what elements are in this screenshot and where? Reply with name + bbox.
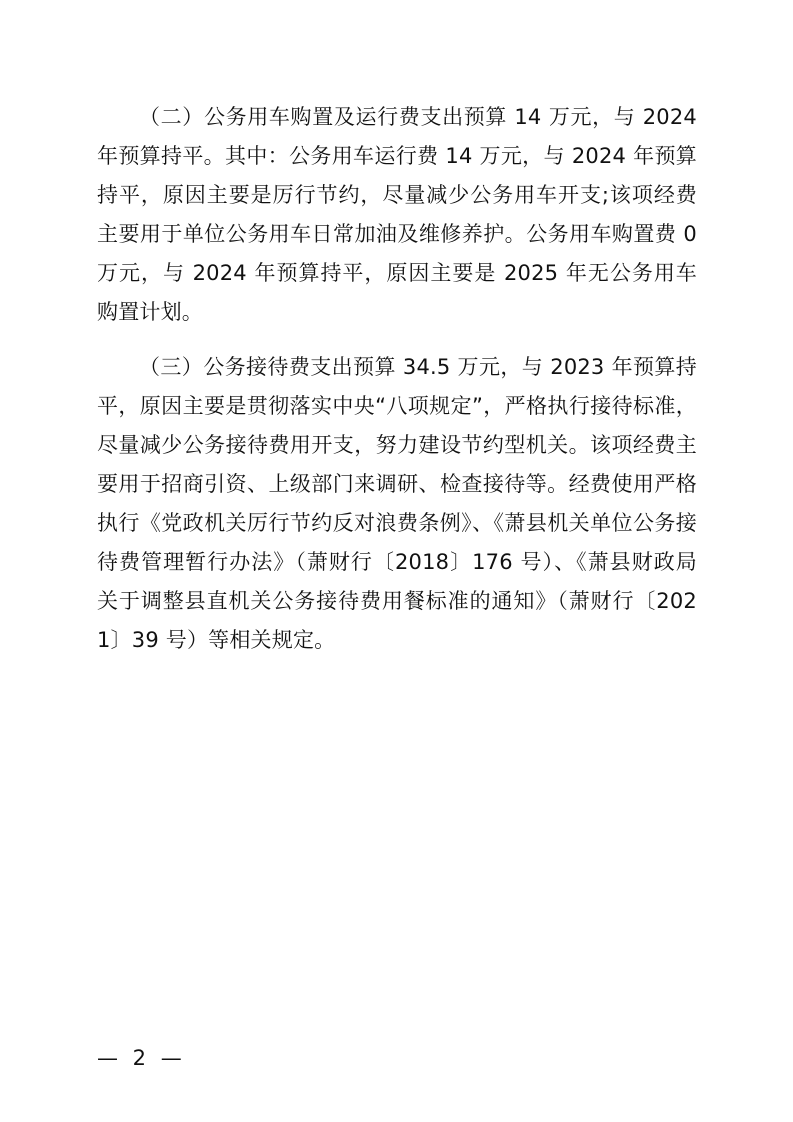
paragraph-vehicle-budget: （二）公务用车购置及运行费支出预算 14 万元，与 2024 年预算持平。其中：公务用车运行费 14 万元，与 2024 年预算持平，原因主要是厉行节约，尽量减少公务用车开支;该项经费主要用于单位公务用车日常加油及维修养护。公务用车购置费 0 万元，与 2024 年预算持平，原因主要是 2025 年无公务用车购置计划。 [97,105,697,324]
page-number: — 2 — [97,1046,186,1070]
document-body [97,98,697,660]
paragraph-reception-budget: （三）公务接待费支出预算 34.5 万元，与 2023 年预算持平，原因主要是贯彻落实中央“八项规定”，严格执行接待标准，尽量减少公务接待费用开支，努力建设节约型机关。该项经费主要用于招商引资、上级部门来调研、检查接待等。经费使用严格执行《党政机关厉行节约反对浪费条例》、《萧县机关单位公务接待费管理暂行办法》（萧财行〔2018〕176 号）、《萧县财政局关于调整县直机关公务接待费用餐标准的通知》（萧财行〔2021〕39 号）等相关规定。 [97,355,697,652]
